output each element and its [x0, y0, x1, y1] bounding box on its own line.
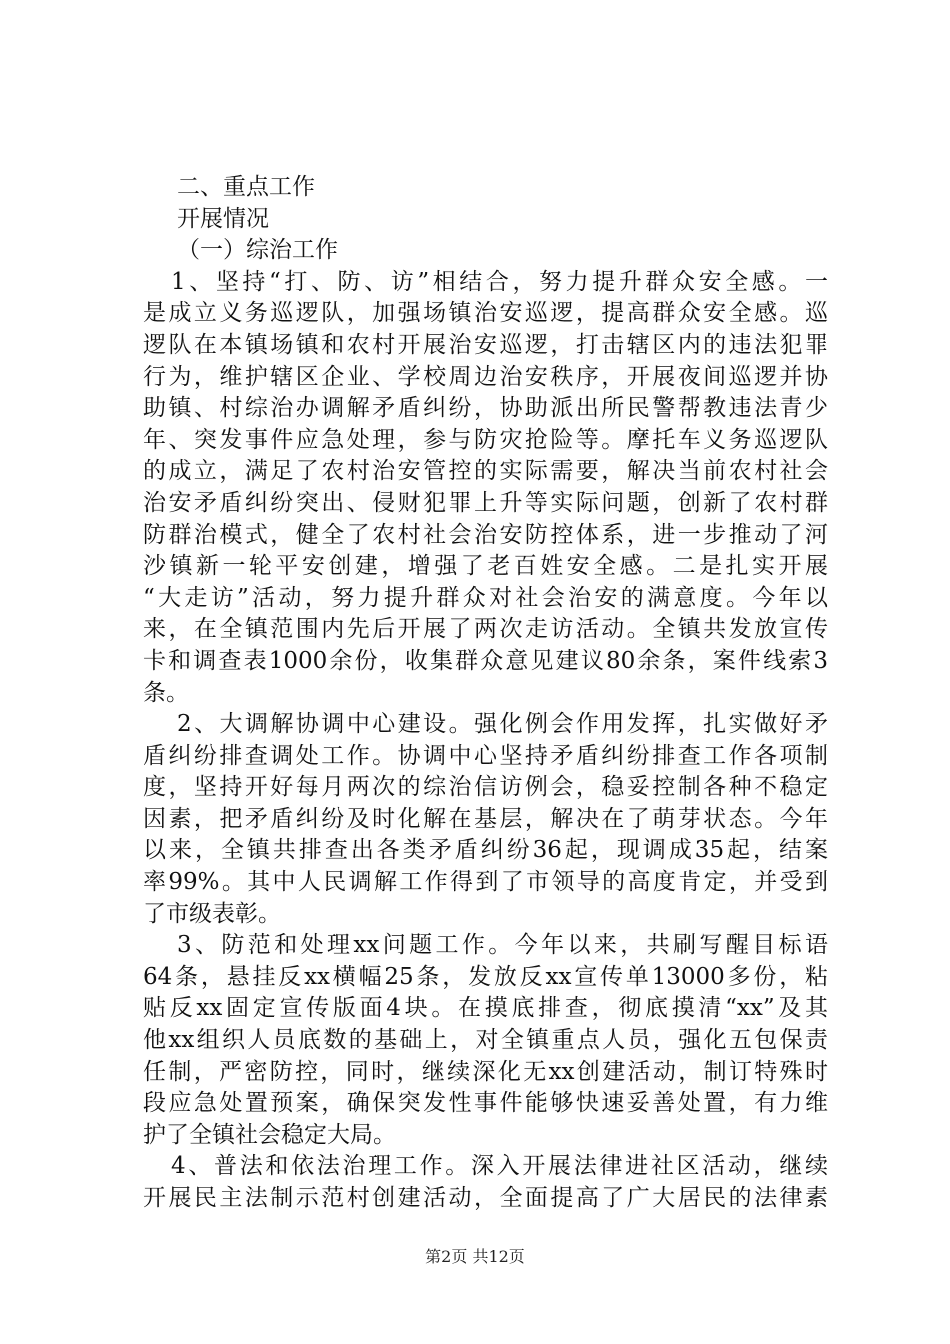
text-line: 防群治模式，健全了农村社会治安防控体系，进一步推动了河 — [143, 521, 828, 548]
document-body — [143, 172, 828, 1215]
text-line: 年、突发事件应急处理，参与防灾抢险等。摩托车义务巡逻队 — [143, 426, 828, 453]
subsection-title: （一）综治工作 — [177, 237, 338, 264]
text-line: “大走访”活动，努力提升群众对社会治安的满意度。今年以 — [143, 584, 828, 611]
text-line: 开展民主法制示范村创建活动，全面提高了广大居民的法律素 — [143, 1185, 828, 1211]
text-line: 的成立，满足了农村治安管控的实际需要，解决当前农村社会 — [143, 458, 828, 485]
text-line: 护了全镇社会稳定大局。 — [143, 1121, 396, 1148]
text-line: 来，在全镇范围内先后开展了两次走访活动。全镇共发放宣传 — [143, 616, 828, 643]
text-line: 他xx组织人员底数的基础上，对全镇重点人员，强化五包保责 — [143, 1027, 828, 1054]
text-line: 64条，悬挂反xx横幅25条，发放反xx宣传单13000多份，粘 — [143, 963, 828, 990]
text-line: 3、防范和处理xx问题工作。今年以来，共刷写醒目标语 — [177, 932, 828, 959]
text-line: 卡和调查表1000余份，收集群众意见建议80余条，案件线索3 — [143, 647, 828, 674]
text-line: 贴反xx固定宣传版面4块。在摸底排查，彻底摸清“xx”及其 — [143, 995, 828, 1022]
text-line: 了市级表彰。 — [143, 900, 281, 927]
paragraph-1 — [143, 267, 828, 709]
text-line: 助镇、村综治办调解矛盾纠纷，协助派出所民警帮教违法青少 — [143, 395, 828, 422]
text-line: 逻队在本镇场镇和农村开展治安巡逻，打击辖区内的违法犯罪 — [143, 331, 828, 358]
page-number-footer: 第2页 共12页 — [425, 1247, 525, 1266]
text-line: 行为，维护辖区企业、学校周边治安秩序，开展夜间巡逻并协 — [143, 363, 828, 390]
text-line: 2、大调解协调中心建设。强化例会作用发挥，扎实做好矛 — [177, 711, 828, 738]
text-line: 段应急处置预案，确保突发性事件能够快速妥善处置，有力维 — [143, 1090, 828, 1117]
text-line: 任制，严密防控，同时，继续深化无xx创建活动，制订特殊时 — [143, 1058, 828, 1085]
text-line: 率99%。其中人民调解工作得到了市领导的高度肯定，并受到 — [143, 869, 828, 896]
text-line: 治安矛盾纠纷突出、侵财犯罪上升等实际问题，创新了农村群 — [143, 489, 828, 516]
text-line: 沙镇新一轮平安创建，增强了老百姓安全感。二是扎实开展 — [143, 553, 828, 580]
text-line: 盾纠纷排查调处工作。协调中心坚持矛盾纠纷排查工作各项制 — [143, 742, 828, 769]
text-line: 1、坚持“打、防、访”相结合，努力提升群众安全感。一 — [171, 268, 828, 295]
text-line: 4、普法和依法治理工作。深入开展法律进社区活动，继续 — [171, 1153, 828, 1180]
paragraph-4 — [143, 1151, 828, 1214]
paragraph-3 — [143, 930, 828, 1151]
text-line: 因素，把矛盾纠纷及时化解在基层，解决在了萌芽状态。今年 — [143, 805, 828, 832]
text-line: 条。 — [143, 679, 189, 706]
text-line: 以来，全镇共排查出各类矛盾纠纷36起，现调成35起，结案 — [143, 837, 828, 864]
section-heading: 二、重点工作 — [177, 174, 315, 200]
paragraph-2 — [143, 709, 828, 930]
text-line: 度，坚持开好每月两次的综治信访例会，稳妥控制各种不稳定 — [143, 774, 828, 801]
subsection-heading: 开展情况 — [177, 205, 269, 232]
text-line: 是成立义务巡逻队，加强场镇治安巡逻，提高群众安全感。巡 — [143, 300, 828, 327]
